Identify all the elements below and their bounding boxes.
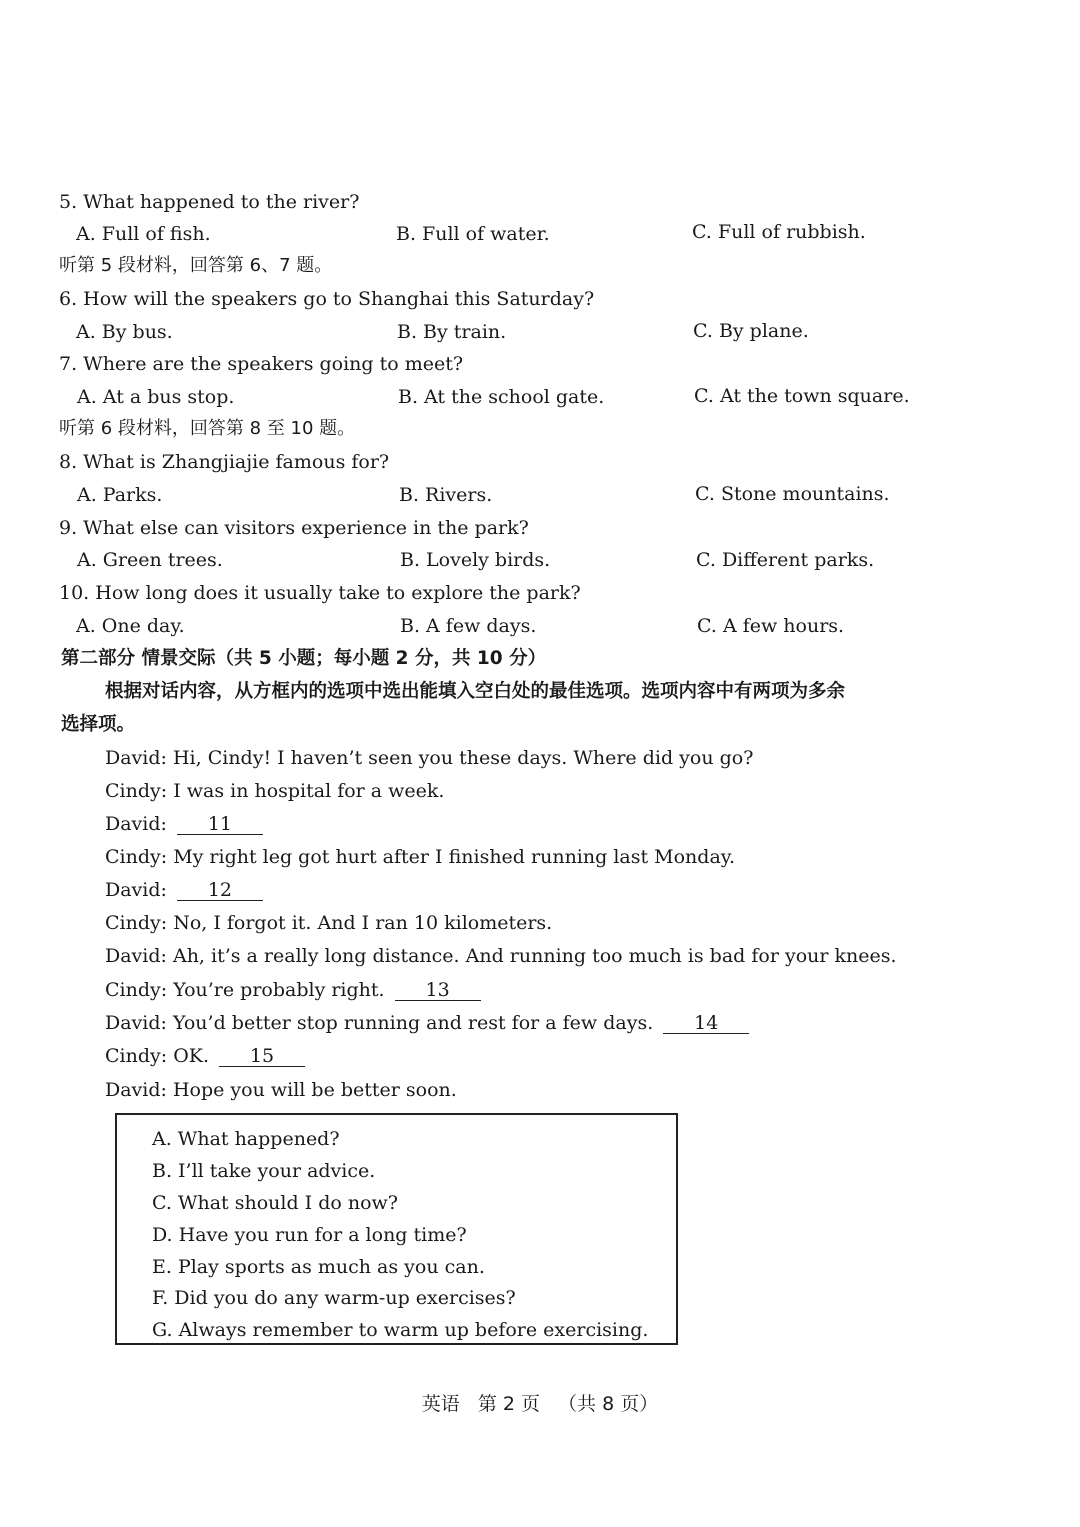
q8-option-b: B. Rivers. xyxy=(399,484,493,506)
q7-option-b: B. At the school gate. xyxy=(398,386,605,408)
q7-option-a: A. At a bus stop. xyxy=(77,386,235,408)
option-f: F. Did you do any warm-up exercises? xyxy=(152,1287,516,1309)
part2-direction-line1: 根据对话内容，从方框内的选项中选出能填入空白处的最佳选项。选项内容中有两项为多余 xyxy=(105,681,846,702)
page-footer xyxy=(0,1389,1080,1416)
dialogue-line-6: Cindy: No, I forgot it. And I ran 10 kilometers. xyxy=(105,912,553,934)
q5-option-b: B. Full of water. xyxy=(396,223,550,245)
q5-option-a: A. Full of fish. xyxy=(76,223,211,245)
q9-option-a: A. Green trees. xyxy=(77,549,223,571)
material-5-instruction: 听第 5 段材料，回答第 6、7 题。 xyxy=(59,255,333,276)
options-box xyxy=(115,1113,678,1345)
answer-blank-12[interactable]: 12 xyxy=(177,880,263,901)
footer-total-pages: （共 8 页） xyxy=(558,1393,659,1415)
option-g: G. Always remember to warm up before exercising. xyxy=(152,1319,649,1341)
option-d: D. Have you run for a long time? xyxy=(152,1224,467,1246)
part2-heading: 第二部分 情景交际（共 5 小题；每小题 2 分，共 10 分） xyxy=(61,648,547,669)
dialogue-line-11: David: Hope you will be better soon. xyxy=(105,1079,457,1101)
footer-subject: 英语 xyxy=(421,1393,460,1415)
dialogue-line-5: David: 12 xyxy=(105,878,263,902)
option-a: A. What happened? xyxy=(152,1128,340,1150)
option-c: C. What should I do now? xyxy=(152,1192,398,1214)
dialogue-line-10: Cindy: OK. 15 xyxy=(105,1044,305,1068)
q9-option-c: C. Different parks. xyxy=(696,549,875,571)
dialogue-line-3: David: 11 xyxy=(105,812,263,836)
dialogue-line-2: Cindy: I was in hospital for a week. xyxy=(105,780,445,802)
q6-option-c: C. By plane. xyxy=(693,320,809,342)
q10-option-a: A. One day. xyxy=(76,615,185,637)
question-8: 8. What is Zhangjiajie famous for? xyxy=(59,451,390,473)
q8-option-a: A. Parks. xyxy=(77,484,163,506)
dialogue-line-7: David: Ah, it’s a really long distance. And running too much is bad for your knees. xyxy=(105,945,897,967)
q10-option-c: C. A few hours. xyxy=(697,615,845,637)
answer-blank-11[interactable]: 11 xyxy=(177,814,263,835)
dialogue-line-4: Cindy: My right leg got hurt after I finished running last Monday. xyxy=(105,846,736,868)
question-6: 6. How will the speakers go to Shanghai this Saturday? xyxy=(59,288,595,310)
question-7: 7. Where are the speakers going to meet? xyxy=(59,353,464,375)
dialogue-line-8: Cindy: You’re probably right. 13 xyxy=(105,978,481,1002)
q6-option-b: B. By train. xyxy=(397,321,507,343)
q7-option-c: C. At the town square. xyxy=(694,385,910,407)
option-b: B. I’ll take your advice. xyxy=(152,1160,376,1182)
dialogue-line-9: David: You’d better stop running and rest for a few days. 14 xyxy=(105,1011,749,1035)
q8-option-c: C. Stone mountains. xyxy=(695,483,890,505)
question-5: 5. What happened to the river? xyxy=(59,191,360,213)
q6-option-a: A. By bus. xyxy=(76,321,173,343)
q5-option-c: C. Full of rubbish. xyxy=(692,221,866,243)
q10-option-b: B. A few days. xyxy=(400,615,537,637)
part2-direction-line2: 选择项。 xyxy=(61,714,136,735)
dialogue-line-1: David: Hi, Cindy! I haven’t seen you these days. Where did you go? xyxy=(105,747,754,769)
footer-page-number: 第 2 页 xyxy=(477,1393,540,1415)
answer-blank-14[interactable]: 14 xyxy=(663,1013,749,1034)
option-e: E. Play sports as much as you can. xyxy=(152,1256,485,1278)
answer-blank-15[interactable]: 15 xyxy=(219,1046,305,1067)
question-10: 10. How long does it usually take to explore the park? xyxy=(59,582,581,604)
material-6-instruction: 听第 6 段材料，回答第 8 至 10 题。 xyxy=(59,418,356,439)
question-9: 9. What else can visitors experience in the park? xyxy=(59,517,529,539)
answer-blank-13[interactable]: 13 xyxy=(395,980,481,1001)
q9-option-b: B. Lovely birds. xyxy=(400,549,551,571)
